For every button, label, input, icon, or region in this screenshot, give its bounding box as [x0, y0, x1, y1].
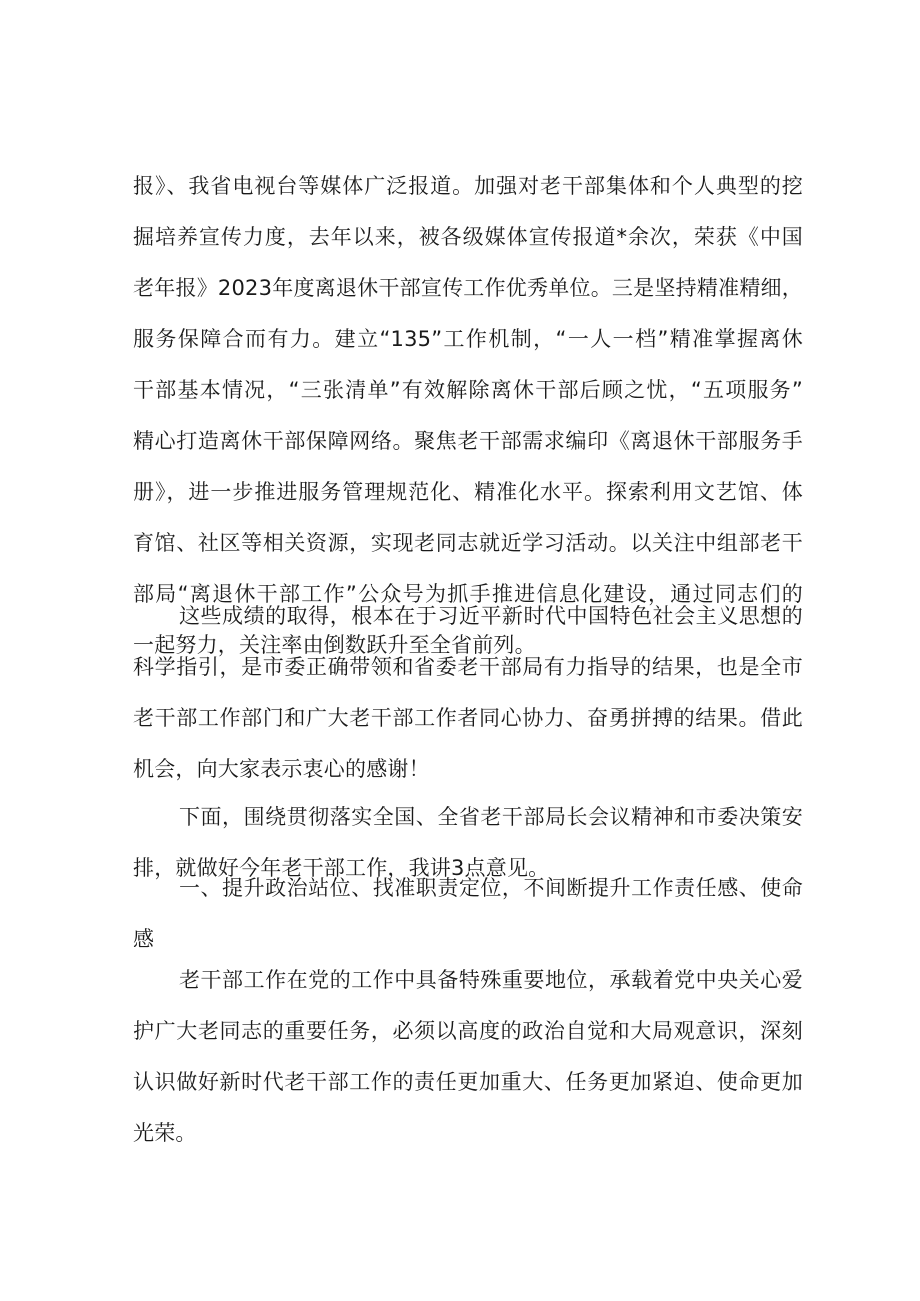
- paragraph-line: 这些成绩的取得，根本在于习近平新时代中国特色社会主义思想的: [179, 604, 803, 628]
- paragraph-line: 机会，向大家表示衷心的感谢！: [133, 757, 430, 781]
- paragraph-line: 一、提升政治站位、找准职责定位，不间断提升工作责任感、使命: [179, 876, 803, 900]
- paragraph-line: 排，就做好今年老干部工作，我讲3点意见。: [133, 856, 550, 880]
- paragraph-line: 下面，围绕贯彻落实全国、全省老干部局长会议精神和市委决策安: [179, 805, 803, 829]
- paragraph-line: 部局“离退休干部工作”公众号为抓手推进信息化建设，通过同志们的: [133, 582, 803, 606]
- paragraph-line: 干部基本情况，“三张清单”有效解除离休干部后顾之忧，“五项服务”: [133, 378, 803, 402]
- paragraph-5: [133, 955, 803, 1159]
- paragraph-line: 册》，进一步推进服务管理规范化、精准化水平。探索利用文艺馆、体: [133, 480, 803, 504]
- paragraph-line: 老干部工作部门和广大老干部工作者同心协力、奋勇拼搏的结果。借此: [133, 706, 803, 730]
- paragraph-line: 服务保障合而有力。建立“135”工作机制，“一人一档”精准掌握离休: [133, 327, 803, 351]
- paragraph-line: 精心打造离休干部保障网络。聚焦老干部需求编印《离退休干部服务手: [133, 429, 803, 453]
- paragraph-line: 育馆、社区等相关资源，实现老同志就近学习活动。以关注中组部老干: [133, 531, 803, 555]
- paragraph-line: 老年报》2023年度离退休干部宣传工作优秀单位。三是坚持精准精细，: [133, 276, 803, 300]
- paragraph-line: 护广大老同志的重要任务，必须以高度的政治自觉和大局观意识，深刻: [133, 1019, 803, 1043]
- section-heading-1: [133, 863, 803, 965]
- paragraph-2: [133, 591, 803, 795]
- paragraph-line: 一起努力，关注率由倒数跃升至全省前列。: [133, 633, 536, 657]
- paragraph-line: 老干部工作在党的工作中具备特殊重要地位，承载着党中央关心爱: [179, 968, 803, 992]
- paragraph-line: 科学指引，是市委正确带领和省委老干部局有力指导的结果，也是全市: [133, 655, 803, 679]
- paragraph-line: 认识做好新时代老干部工作的责任更加重大、任务更加紧迫、使命更加: [133, 1070, 803, 1094]
- paragraph-line: 光荣。: [133, 1121, 197, 1145]
- paragraph-line: 掘培养宣传力度，去年以来，被各级媒体宣传报道*余次，荣获《中国: [133, 225, 803, 249]
- paragraph-line: 感: [133, 927, 155, 951]
- paragraph-line: 报》、我省电视台等媒体广泛报道。加强对老干部集体和个人典型的挖: [133, 174, 803, 198]
